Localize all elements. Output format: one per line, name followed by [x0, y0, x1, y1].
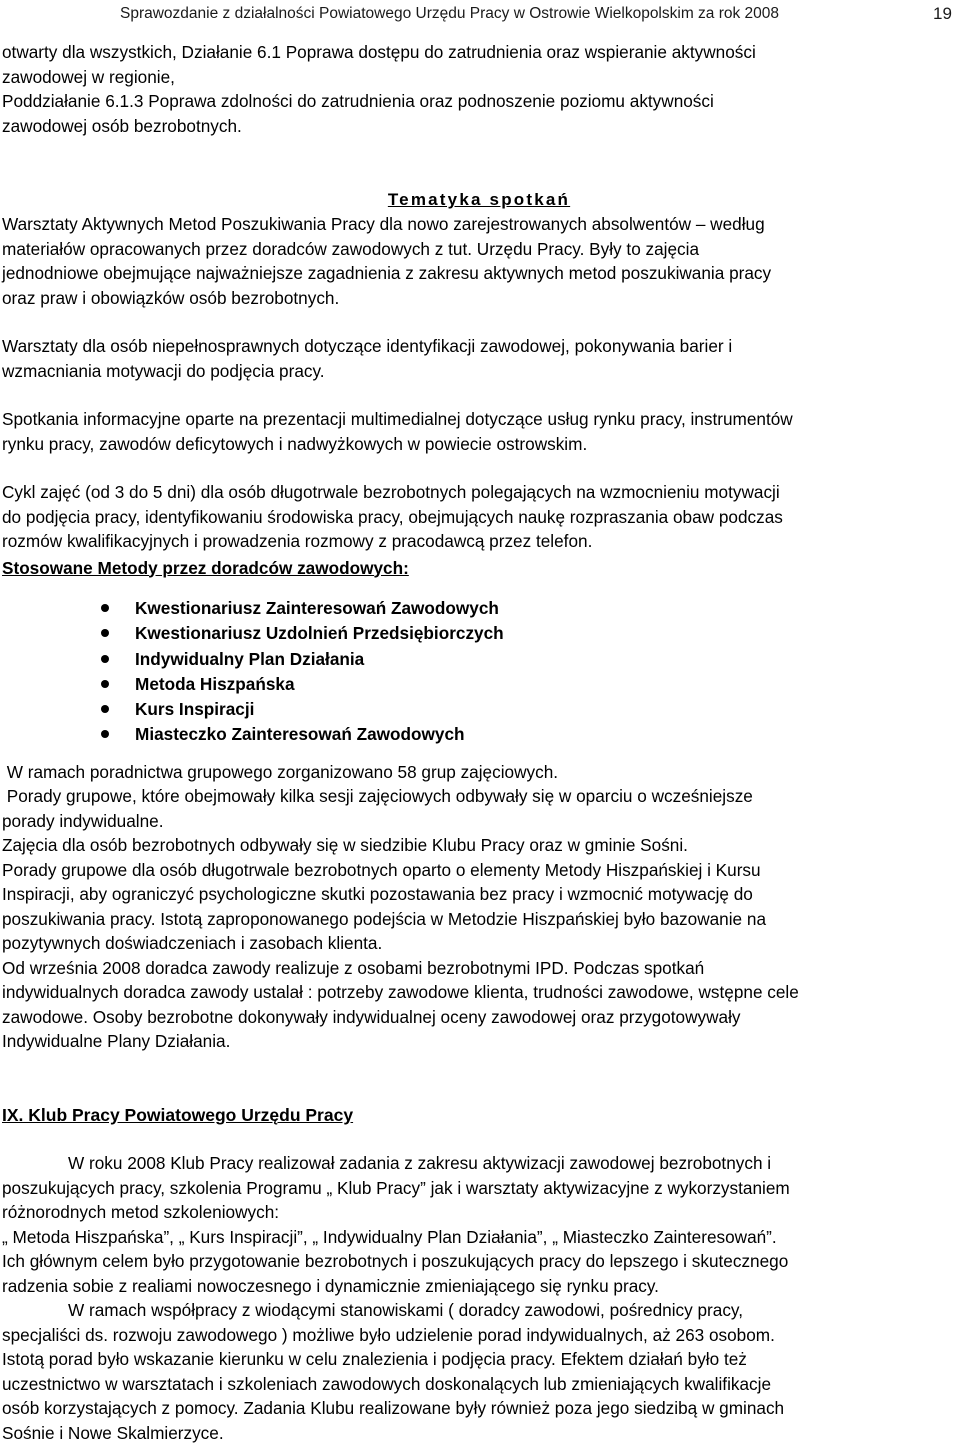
methods-heading: Stosowane Metody przez doradców zawodowych: — [2, 557, 409, 578]
group-line: zawodowe. Osoby bezrobotne dokonywały indywidualnej oceny zawodowej oraz przygotowywały — [2, 1006, 741, 1027]
header-title: Sprawozdanie z działalności Powiatowego Urzędu Pracy w Ostrowie Wielkopolskim za rok 2008 — [120, 5, 780, 22]
intro-line: otwarty dla wszystkich, Działanie 6.1 Poprawa dostępu do zatrudnienia oraz wspieranie aktywności — [2, 42, 756, 62]
bullet-icon — [101, 680, 109, 688]
section-ix-line: uczestnictwo w warsztatach i szkoleniach zawodowych doskonalących lub zmieniających kwalifikacje — [2, 1373, 772, 1394]
tematyka-line: do podjęcia pracy, identyfikowaniu środowiska pracy, obejmujących naukę rozpraszania obaw podczas — [2, 506, 783, 527]
group-line: Zajęcia dla osób bezrobotnych odbywały się w siedzibie Klubu Pracy oraz w gminie Sośni. — [2, 835, 688, 856]
page-number: 19 — [933, 4, 952, 23]
tematyka-line: jednodniowe obejmujące najważniejsze zagadnienia z zakresu aktywnych metod poszukiwania pracy — [2, 263, 772, 283]
section-ix-line: Istotą porad było wskazanie kierunku w celu znalezienia i podjęcia pracy. Efektem działań było też — [2, 1349, 747, 1370]
methods-item-label: Kwestionariusz Uzdolnień Przedsiębiorczych — [135, 623, 504, 644]
bullet-icon — [101, 705, 109, 713]
section-ix-line: specjaliści ds. rozwoju zawodowego ) możliwe było udzielenie porad indywidualnych, aż 263 osobom. — [2, 1324, 775, 1345]
tematyka-line: Spotkania informacyjne oparte na prezentacji multimedialnej dotyczące usług rynku pracy, instrumentów — [2, 409, 793, 429]
group-line: poszukiwania pracy. Istotą zaproponowanego podejścia w Metodzie Hiszpańskiej było bazowanie na — [2, 908, 767, 929]
methods-list-item — [2, 697, 956, 722]
page-body — [2, 40, 956, 1445]
section-ix-text: W ramach współpracy z wiodącymi stanowiskami ( doradcy zawodowi, pośrednicy pracy, — [68, 1300, 744, 1321]
group-line: indywidualnych doradca zawody ustalał : potrzeby zawodowe klienta, trudności zawodowe, wstępne cele — [2, 982, 799, 1003]
intro-line: Poddziałanie 6.1.3 Poprawa zdolności do zatrudnienia oraz podnoszenie poziomu aktywności — [2, 91, 714, 111]
tematyka-line: rynku pracy, zawodów deficytowych i nadwyżkowych w powiecie ostrowskim. — [2, 433, 588, 454]
bullet-icon — [101, 629, 109, 637]
methods-list-item — [2, 621, 956, 646]
methods-item-label: Kurs Inspiracji — [135, 699, 255, 720]
bullet-icon — [101, 655, 109, 663]
methods-list — [2, 596, 956, 748]
group-line: pozytywnych doświadczeniach i zasobach klienta. — [2, 933, 383, 954]
group-line: Porady grupowe dla osób długotrwale bezrobotnych oparto o elementy Metody Hiszpańskiej i Kursu — [2, 859, 761, 880]
section-ix-line — [2, 1151, 956, 1176]
tematyka-line: materiałów opracowanych przez doradców zawodowych z tut. Urzędu Pracy. Były to zajęcia — [2, 238, 700, 259]
bullet-icon — [101, 604, 109, 612]
tematyka-line: Cykl zajęć (od 3 do 5 dni) dla osób długotrwale bezrobotnych polegających na wzmocnieniu motywacji — [2, 482, 780, 502]
methods-item-label: Indywidualny Plan Działania — [135, 648, 365, 669]
methods-item-label: Kwestionariusz Zainteresowań Zawodowych — [135, 598, 499, 618]
bullet-icon — [101, 730, 109, 738]
section-ix-line: Sośnie i Nowe Skalmierzyce. — [2, 1422, 224, 1443]
methods-heading-row — [2, 556, 956, 581]
methods-item-label: Miasteczko Zainteresowań Zawodowych — [135, 724, 465, 745]
section-ix-line — [2, 1298, 956, 1323]
group-line: Porady grupowe, które obejmowały kilka sesji zajęciowych odbywały się w oparciu o wcześniejsze — [2, 786, 753, 807]
section-ix-heading: IX. Klub Pracy Powiatowego Urzędu Pracy — [2, 1104, 354, 1125]
methods-list-item — [2, 672, 956, 697]
tematyka-heading: Tematyka spotkań — [387, 190, 571, 209]
group-line: porady indywidualne. — [2, 810, 164, 831]
methods-item-label: Metoda Hiszpańska — [135, 673, 295, 694]
tematyka-line: rozmów kwalifikacyjnych i prowadzenia rozmowy z pracodawcą przez telefon. — [2, 531, 593, 551]
methods-list-item — [2, 647, 956, 672]
section-ix-line: różnorodnych metod szkoleniowych: — [2, 1202, 280, 1223]
section-ix-line: Ich głównym celem było przygotowanie bezrobotnych i poszukujących pracy do lepszego i skutecznego — [2, 1251, 789, 1272]
tematyka-line: Warsztaty dla osób niepełnosprawnych dotyczące identyfikacji zawodowej, pokonywania barier i — [2, 336, 733, 356]
group-line: W ramach poradnictwa grupowego zorganizowano 58 grup zajęciowych. — [2, 761, 559, 782]
group-line: Inspiracji, aby ograniczyć psychologiczne skutki pozostawania bez pracy i wzmocnić motywację do — [2, 884, 753, 905]
methods-list-item — [2, 596, 956, 621]
tematyka-line: Warsztaty Aktywnych Metod Poszukiwania Pracy dla nowo zarejestrowanych absolwentów – według — [2, 214, 765, 234]
section-ix-line: „ Metoda Hiszpańska”, „ Kurs Inspiracji”, „ Indywidualny Plan Działania”, „ Miasteczko Zainteresowań”. — [2, 1226, 777, 1247]
tematyka-heading-row — [2, 187, 956, 212]
section-ix-line: poszukujących pracy, szkolenia Programu „ Klub Pracy” jak i warsztaty aktywizacyjne z wykorzystaniem — [2, 1177, 790, 1198]
methods-list-item — [2, 722, 956, 747]
tematyka-line: wzmacniania motywacji do podjęcia pracy. — [2, 360, 325, 381]
intro-line: zawodowej osób bezrobotnych. — [2, 115, 242, 136]
section-ix-line: osób korzystających z pomocy. Zadania Klubu realizowane były również poza jego siedzibą w gminach — [2, 1398, 785, 1419]
section-ix-line: radzenia sobie z realiami nowoczesnego i dynamicznie zmieniającego się rynku pracy. — [2, 1275, 659, 1296]
group-line: Indywidualne Plany Działania. — [2, 1031, 231, 1052]
intro-line: zawodowej w regionie, — [2, 66, 175, 87]
tematyka-line: oraz praw i obowiązków osób bezrobotnych. — [2, 287, 340, 308]
page-header — [0, 0, 960, 36]
section-ix-text: W roku 2008 Klub Pracy realizował zadania z zakresu aktywizacji zawodowej bezrobotnych i — [68, 1153, 772, 1174]
group-line: Od września 2008 doradca zawody realizuje z osobami bezrobotnymi IPD. Podczas spotkań — [2, 957, 705, 978]
section-ix-heading-row — [2, 1103, 956, 1128]
